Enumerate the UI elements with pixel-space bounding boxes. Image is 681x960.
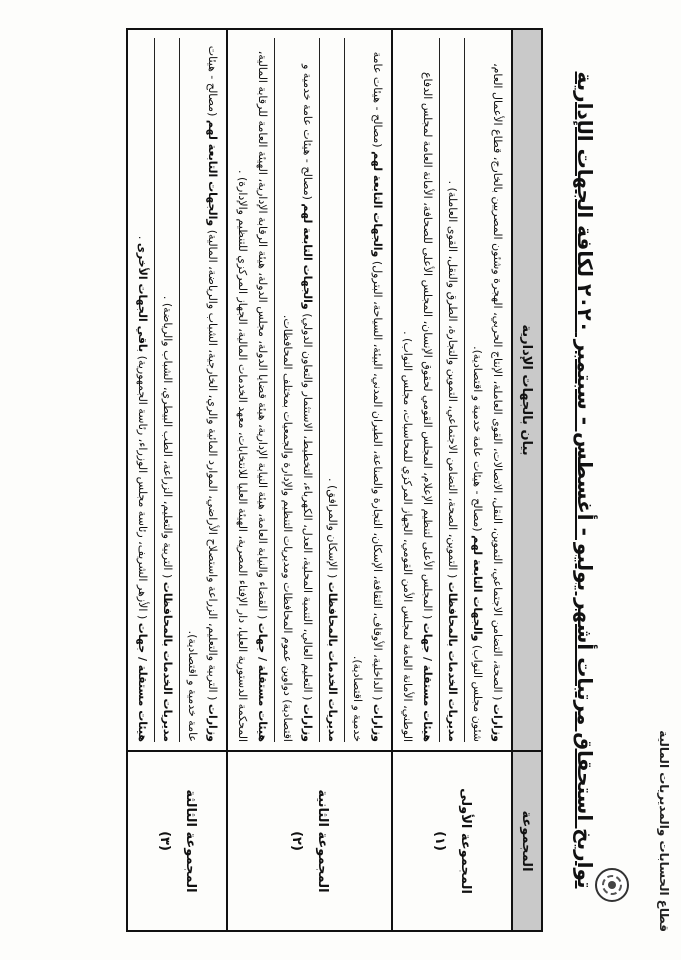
group-number: (٣) [157, 831, 172, 851]
ministry-logo-icon [595, 868, 629, 902]
line-rest: (مصالح - هيئات عامة خدمية و اقتصادية) دواوين عموم المحافظات ومديريات التنظيم والإدارة والجمعيات بمختلف المحافظات. [281, 64, 314, 742]
group-name: المجموعة الثالثة [183, 789, 198, 893]
line-lead: هيئات مستقلة / جهات [256, 622, 269, 742]
line-text: ( الإسكان والمرافق) . [326, 478, 339, 582]
line-tail: باقي الجهات الأخرى [136, 242, 149, 353]
description-line [395, 38, 439, 742]
group-cell [127, 751, 227, 931]
line-rest: (مصالح - هيئات عامة خدمية و اقتصادية). [351, 51, 384, 742]
line-text: ( التعليم العالي، التنمية المحلية، العدل، الكهرباء، التخطيط، الاستثمار والتعاون الدولي) [301, 309, 314, 704]
group-cell [227, 751, 392, 931]
table-header-row [512, 29, 542, 931]
description-line [130, 38, 154, 742]
line-text: ( الأزهر الشريف، رئاسة مجلس الوزراء، رئاسة الجمهورية) [136, 352, 149, 623]
description-line [439, 38, 464, 742]
group-number: (٢) [289, 831, 305, 851]
description-line [274, 38, 319, 742]
description-line [344, 38, 389, 742]
description-line [464, 38, 509, 742]
description-line [319, 38, 344, 742]
line-lead: هيئات مستقلة / جهات [136, 622, 149, 742]
line-rest: . [136, 235, 149, 243]
description-column-header: بيان بالجهات الإدارية [512, 29, 542, 751]
description-cell [227, 29, 392, 751]
organization-name: قطاع الحسابات والمديريات المالية [657, 730, 671, 932]
line-text: ( الداخلية، الأوقاف، الثقافة، الإسكان، التجارة والصناعة، الطيران المدني، البيئة، السياحة، البترول) [371, 257, 384, 704]
line-text: ( القضاء والنيابة العامة، هيئة النيابة الإدارية، هيئة قضايا الدولة، مجلس الدولة، هيئة الرقابة الإدارية، الهيئة العامة للرقابة المالية، المحكمة الدستورية العليا، دار الإفتاء المصرية، الهيئة العليا للانتخابات، معهد الخدمات المالية، الجهاز المركزي للتنظيم والإدارة) . [236, 50, 269, 742]
salary-schedule-table [126, 28, 543, 932]
table-row [127, 29, 227, 931]
group-name: المجموعة الثانية [315, 789, 331, 893]
line-tail: والجهات التابعة لهم [471, 535, 484, 642]
line-lead: وزارات [206, 703, 219, 742]
line-lead: مديريات الخدمات بالمحافظات [161, 581, 174, 742]
line-text: ( التربية والتعليم، الزراعة، الطب البيطري، الشباب والرياضة) . [161, 295, 174, 582]
line-lead: وزارات [301, 703, 314, 742]
line-tail: والجهات التابعة لهم [301, 203, 314, 310]
line-lead: وزارات [491, 703, 504, 742]
line-tail: والجهات التابعة لهم [371, 151, 384, 258]
line-lead: وزارات [371, 703, 384, 742]
description-line [154, 38, 179, 742]
line-text: ( التموين، الصحة، التضامن الاجتماعي، التموين والتجارة، الطرق والنقل، القوى العاملة) . [446, 180, 459, 582]
group-name: المجموعة الأولى [458, 788, 473, 894]
line-text: ( التربية والتعليم، الزراعة واستصلاح الأراضي، الموارد المائية والري، الخارجية، الشباب والرياضة، المالية) [206, 226, 219, 704]
line-text: ( المجلس الأعلى لتنظيم الإعلام، المجلس القومي لحقوق الإنسان، المجلس الأعلى للصحافة، الأمانة العامة لمجلس الدفاع الوطني، الأمانة العامة لمجلس الأمن القومي، الجهاز المركزي للمحاسبات، مجلس النواب) . [401, 71, 434, 742]
table-row [227, 29, 392, 931]
description-cell [127, 29, 227, 751]
line-tail: والجهات التابعة لهم [206, 119, 219, 227]
line-lead: مديريات الخدمات بالمحافظات [446, 581, 459, 742]
line-lead: مديريات الخدمات بالمحافظات [326, 581, 339, 742]
document-title: تواريخ استحقاق مرتبات أشهر يوليو - أغسطس - سبتمبر ٢٠٢٠ لكافة الجهات الإدارية [573, 71, 597, 889]
line-lead: هيئات مستقلة / جهات [421, 622, 434, 742]
description-cell [392, 29, 512, 751]
line-text: ( الصحة، التضامن الاجتماعي، التموين، النقل، الاتصالات، القوى العاملة، الإنتاج الحربي، الهجرة وشئون المصريين بالخارج، قطاع الأعمال العام، شئون مجلس النواب) [471, 63, 504, 742]
line-rest: (مصالح - هيئات عامة خدمية و اقتصادية). [186, 45, 219, 742]
description-line [179, 38, 224, 742]
group-column-header: المجموعة [512, 751, 542, 931]
line-rest: (مصالح - هيئات عامة خدمية و اقتصادية). [471, 346, 484, 536]
group-number: (١) [432, 831, 447, 851]
group-cell [392, 751, 512, 931]
table-row [392, 29, 512, 931]
description-line [230, 38, 274, 742]
